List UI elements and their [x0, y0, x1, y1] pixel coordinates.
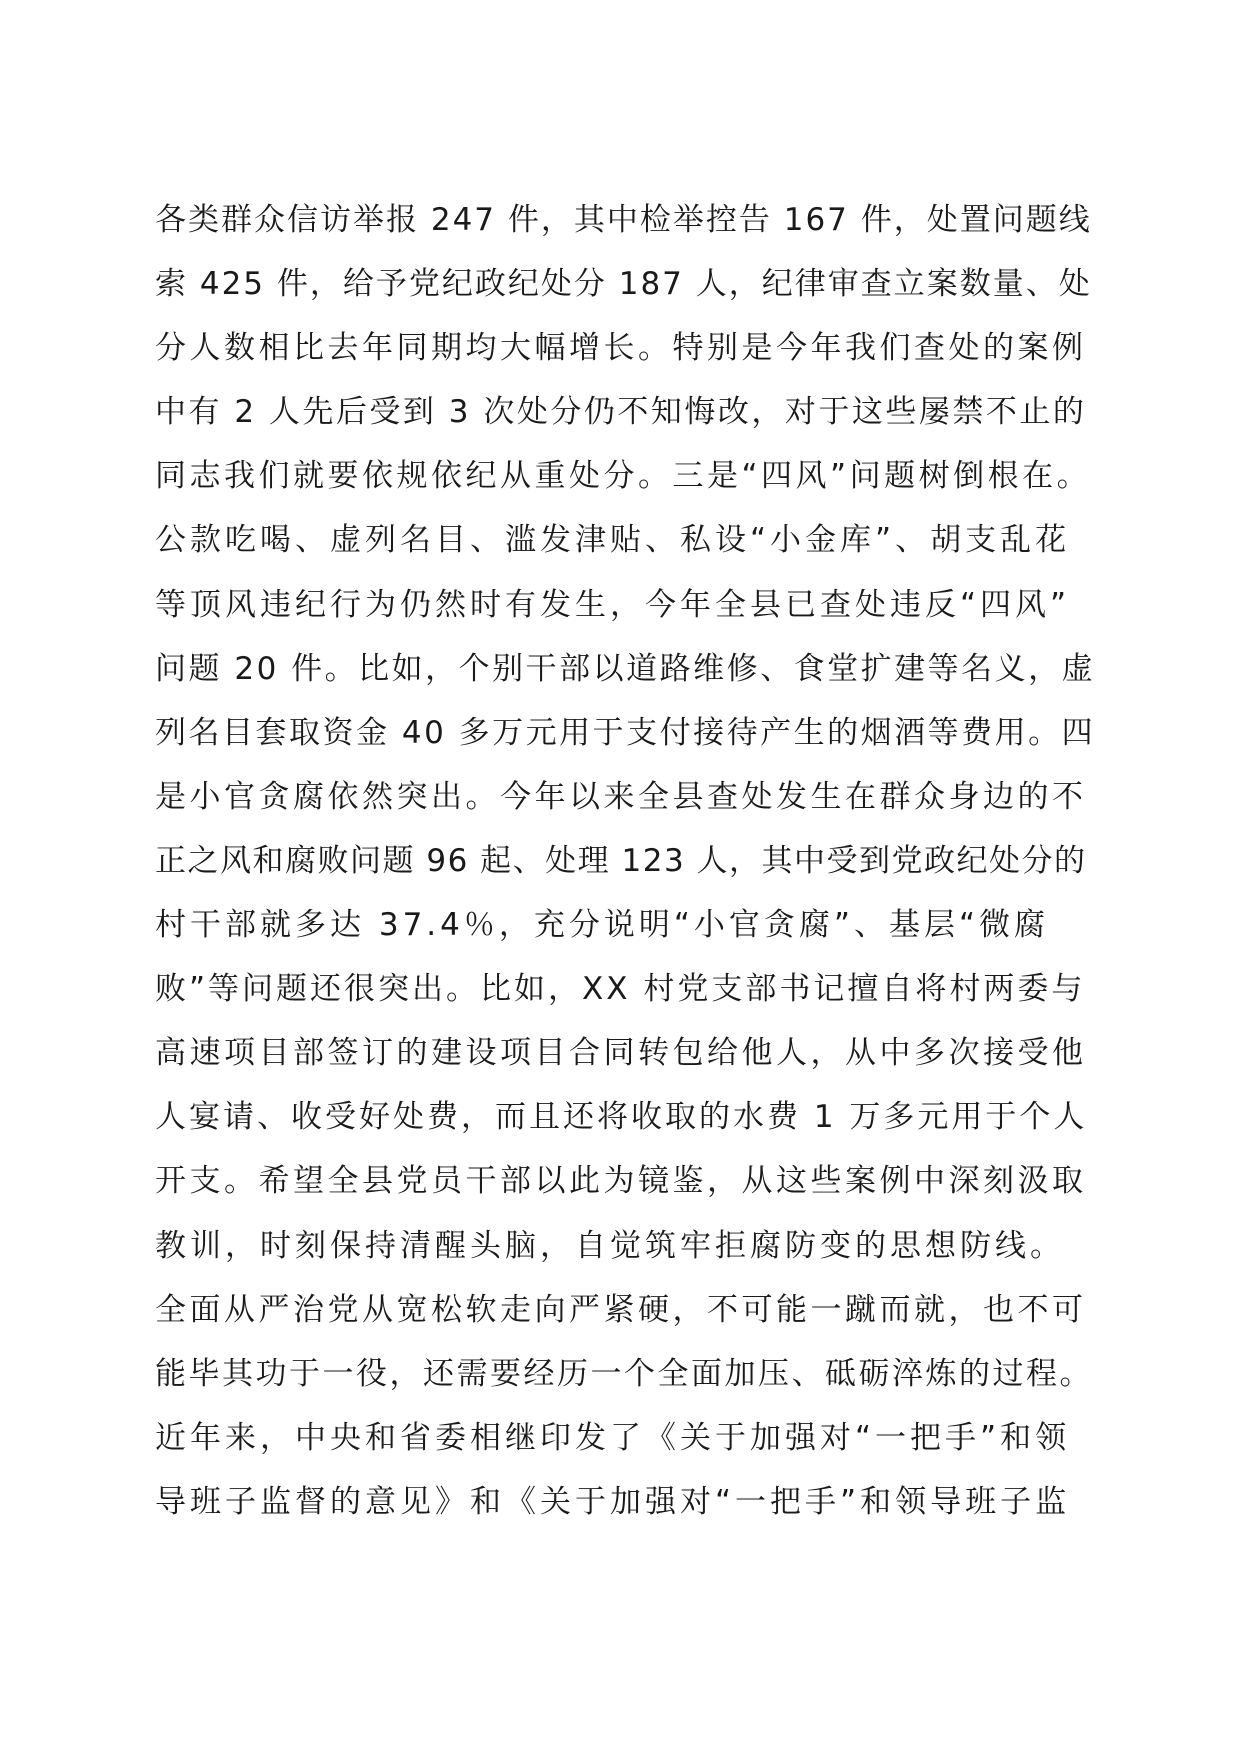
text-line: 教训，时刻保持清醒头脑，自觉筑牢拒腐防变的思想防线。 — [155, 1227, 1065, 1264]
text-line: 败”等问题还很突出。比如，XX 村党支部书记擅自将村两委与 — [155, 971, 1086, 1008]
text-line: 公款吃喝、虚列名目、滥发津贴、私设“小金库”、胡支乱花 — [155, 522, 1071, 559]
text-line: 各类群众信访举报 247 件，其中检举控告 167 件，处置问题线 — [155, 202, 1092, 238]
text-line: 人宴请、收受好处费，而且还将收取的水费 1 万多元用于个人 — [155, 1099, 1088, 1136]
text-line: 等顶风违纪行为仍然时有发生，今年全县已查处违反“四风” — [155, 586, 1071, 623]
text-line: 高速项目部签订的建设项目合同转包给他人，从中多次接受他 — [155, 1035, 1087, 1072]
body-text — [155, 188, 1095, 1534]
text-line: 村干部就多达 37.4％，充分说明“小官贪腐”、基层“微腐 — [155, 907, 1050, 944]
text-line: 索 425 件，给予党纪政纪处分 187 人，纪律审查立案数量、处 — [155, 266, 1092, 303]
text-line: 开支。希望全县党员干部以此为镜鉴，从这些案例中深刻汲取 — [155, 1163, 1087, 1200]
text-line: 分人数相比去年同期均大幅增长。特别是今年我们查处的案例 — [155, 330, 1087, 367]
text-line: 导班子监督的意见》和《关于加强对“一把手”和领导班子监 — [155, 1483, 1071, 1520]
text-line: 是小官贪腐依然突出。今年以来全县查处发生在群众身边的不 — [155, 778, 1087, 815]
text-line: 全面从严治党从宽松软走向严紧硬，不可能一蹴而就，也不可 — [155, 1291, 1087, 1328]
text-line: 同志我们就要依规依纪从重处分。三是“四风”问题树倒根在。 — [155, 458, 1092, 495]
text-line: 问题 20 件。比如，个别干部以道路维修、食堂扩建等名义，虚 — [155, 650, 1096, 687]
text-line: 列名目套取资金 40 多万元用于支付接待产生的烟酒等费用。四 — [155, 714, 1096, 751]
text-line: 正之风和腐败问题 96 起、处理 123 人，其中受到党政纪处分的 — [155, 842, 1087, 879]
text-line: 近年来，中央和省委相继印发了《关于加强对“一把手”和领 — [155, 1419, 1071, 1456]
text-line: 中有 2 人先后受到 3 次处分仍不知悔改，对于这些屡禁不止的 — [155, 394, 1087, 431]
text-line: 能毕其功于一役，还需要经历一个全面加压、砥砺淬炼的过程。 — [155, 1355, 1093, 1392]
